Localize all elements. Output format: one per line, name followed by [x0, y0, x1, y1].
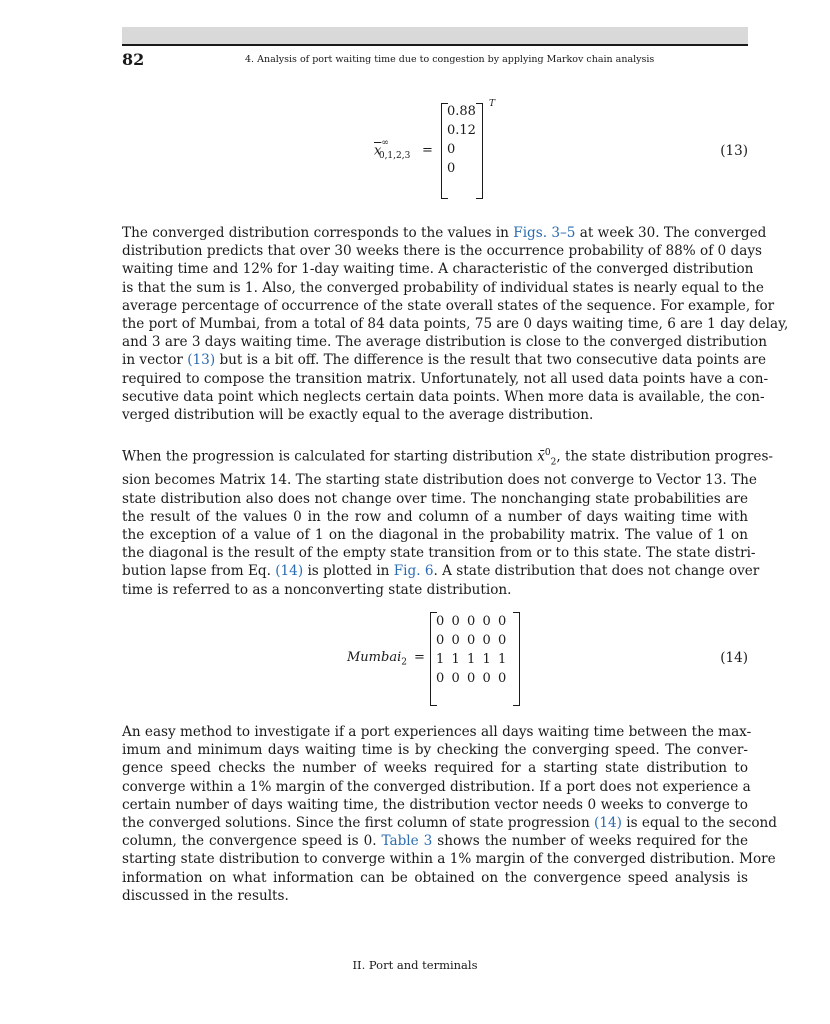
- text-line: in vector (13) but is a bit off. The difference is the result that two consecutive data points are: [122, 352, 767, 369]
- text-line: An easy method to investigate if a port experiences all days waiting time between the max-: [122, 724, 752, 740]
- math-symbol: x̄: [537, 448, 545, 465]
- paragraph-3: [122, 723, 778, 905]
- eq14-cell: 0: [436, 614, 445, 629]
- eq13-number: (13): [720, 143, 748, 159]
- text-line: state distribution also does not change over time. The nonchanging state probabilities are: [122, 490, 748, 507]
- running-head: 4. Analysis of port waiting time due to congestion by applying Markov chain analysis: [245, 54, 655, 65]
- eq14-label-sub: 2: [401, 657, 407, 668]
- text-line: sion becomes Matrix 14. The starting state distribution does not converge to Vector 13. The: [122, 472, 757, 489]
- eq13-label-sup: ∞: [381, 138, 389, 148]
- eq14-cell: 1: [451, 652, 460, 667]
- text-line: certain number of days waiting time, the distribution vector needs 0 weeks to converge to: [122, 796, 748, 813]
- text-line: verged distribution will be exactly equal to the average distribution.: [122, 407, 594, 424]
- cross-reference-link[interactable]: (13): [187, 352, 216, 369]
- text-line: column, the convergence speed is 0. Table 3 shows the number of weeks required for the: [122, 833, 748, 850]
- eq14-cell: 0: [451, 633, 460, 648]
- eq14-cell: 0: [498, 671, 507, 686]
- cross-reference-link[interactable]: (14): [594, 815, 622, 832]
- eq13-value: 0.12: [447, 123, 476, 138]
- math-superscript: 0: [544, 448, 551, 458]
- cross-reference-link[interactable]: Fig. 6: [393, 563, 434, 580]
- text-line: gence speed checks the number of weeks required for a starting state distribution to: [122, 760, 748, 777]
- text-line: is that the sum is 1. Also, the converged probability of individual states is nearly equal to the: [122, 279, 764, 296]
- text-line: the port of Mumbai, from a total of 84 data points, 75 are 0 days waiting time, 6 are 1 day delay,: [122, 316, 789, 333]
- eq13-value: 0: [447, 161, 456, 176]
- text-line: the exception of a value of 1 on the diagonal in the probability matrix. The value of 1 on: [122, 527, 748, 544]
- text-line: the converged solutions. Since the first column of state progression (14) is equal to the second: [122, 815, 778, 832]
- eq13-value: 0.88: [447, 104, 476, 119]
- eq14-cell: 0: [498, 633, 507, 648]
- eq14-number: (14): [720, 650, 748, 666]
- eq13-label-base: $\overline{x}$: [374, 143, 382, 159]
- text-line: The converged distribution corresponds to the values in Figs. 3–5 at week 30. The converged: [122, 225, 767, 241]
- eq14-label-text: Mumbai: [347, 650, 402, 665]
- eq14-cell: 0: [467, 671, 476, 686]
- eq14-equals: =: [414, 650, 425, 665]
- text-line: time is referred to as a nonconverting state distribution.: [122, 581, 512, 598]
- eq14-cell: 1: [436, 652, 445, 667]
- text-line: and 3 are 3 days waiting time. The average distribution is close to the converged distribution: [122, 334, 767, 351]
- paragraph-1: [122, 224, 789, 424]
- eq13-right-bracket: [476, 103, 483, 199]
- eq14-cell: 0: [451, 614, 460, 629]
- paragraph-2: [122, 444, 774, 599]
- eq14-right-bracket: [513, 612, 520, 706]
- eq13-label: [374, 138, 420, 161]
- cross-reference-link[interactable]: Table 3: [381, 833, 433, 850]
- page-number: 82: [122, 50, 145, 69]
- text-line: information on what information can be obtained on the convergence speed analysis is: [122, 869, 748, 886]
- eq14-cell: 0: [436, 671, 445, 686]
- text-line: secutive data point which neglects certain data points. When more data is available, the con-: [122, 388, 765, 405]
- eq14-cell: 1: [482, 652, 491, 667]
- eq14-label: [347, 650, 407, 668]
- footer: II. Port and terminals: [352, 958, 478, 972]
- header-band: [122, 27, 748, 44]
- eq14-cell: 1: [498, 652, 507, 667]
- text-line: the result of the values 0 in the row and column of a number of days waiting time with: [122, 508, 748, 525]
- text-line: discussed in the results.: [122, 887, 289, 904]
- text-line: starting state distribution to converge within a 1% margin of the converged distribution. More: [122, 851, 776, 868]
- eq14-cell: 0: [467, 614, 476, 629]
- text-line: imum and minimum days waiting time is by checking the converging speed. The conver-: [122, 742, 748, 759]
- text-line: required to compose the transition matrix. Unfortunately, not all used data points have a con-: [122, 370, 769, 387]
- eq14-cell: 1: [467, 652, 476, 667]
- eq13-value: 0: [447, 142, 456, 157]
- eq13-equals: =: [422, 143, 433, 158]
- text-line: bution lapse from Eq. (14) is plotted in Fig. 6. A state distribution that does not change over: [122, 563, 760, 580]
- header-rule: [122, 44, 748, 46]
- text-line: average percentage of occurrence of the state overall states of the sequence. For example, for: [122, 297, 775, 314]
- eq14-cell: 0: [467, 633, 476, 648]
- math-subscript: 2: [550, 457, 557, 468]
- eq13-label-sub: 0,1,2,3: [378, 150, 411, 161]
- eq13-transpose: T: [489, 99, 496, 109]
- text-line: the diagonal is the result of the empty state transition from or to this state. The state distri-: [122, 545, 756, 562]
- eq14-cell: 0: [482, 614, 491, 629]
- eq14-cell: 0: [482, 671, 491, 686]
- text-line: distribution predicts that over 30 weeks there is the occurrence probability of 88% of 0 days: [122, 243, 762, 260]
- text-line: waiting time and 12% for 1-day waiting time. A characteristic of the converged distribution: [122, 261, 754, 278]
- text-line: When the progression is calculated for starting distribution x̄$^0_2$, the state distribution progres-: [122, 448, 774, 468]
- cross-reference-link[interactable]: Figs. 3–5: [513, 225, 576, 241]
- cross-reference-link[interactable]: (14): [275, 563, 304, 580]
- eq14-cell: 0: [482, 633, 491, 648]
- eq14-cell: 0: [436, 633, 445, 648]
- eq14-cell: 0: [498, 614, 507, 629]
- text-line: converge within a 1% margin of the converged distribution. If a port does not experience a: [122, 778, 751, 795]
- eq14-cell: 0: [451, 671, 460, 686]
